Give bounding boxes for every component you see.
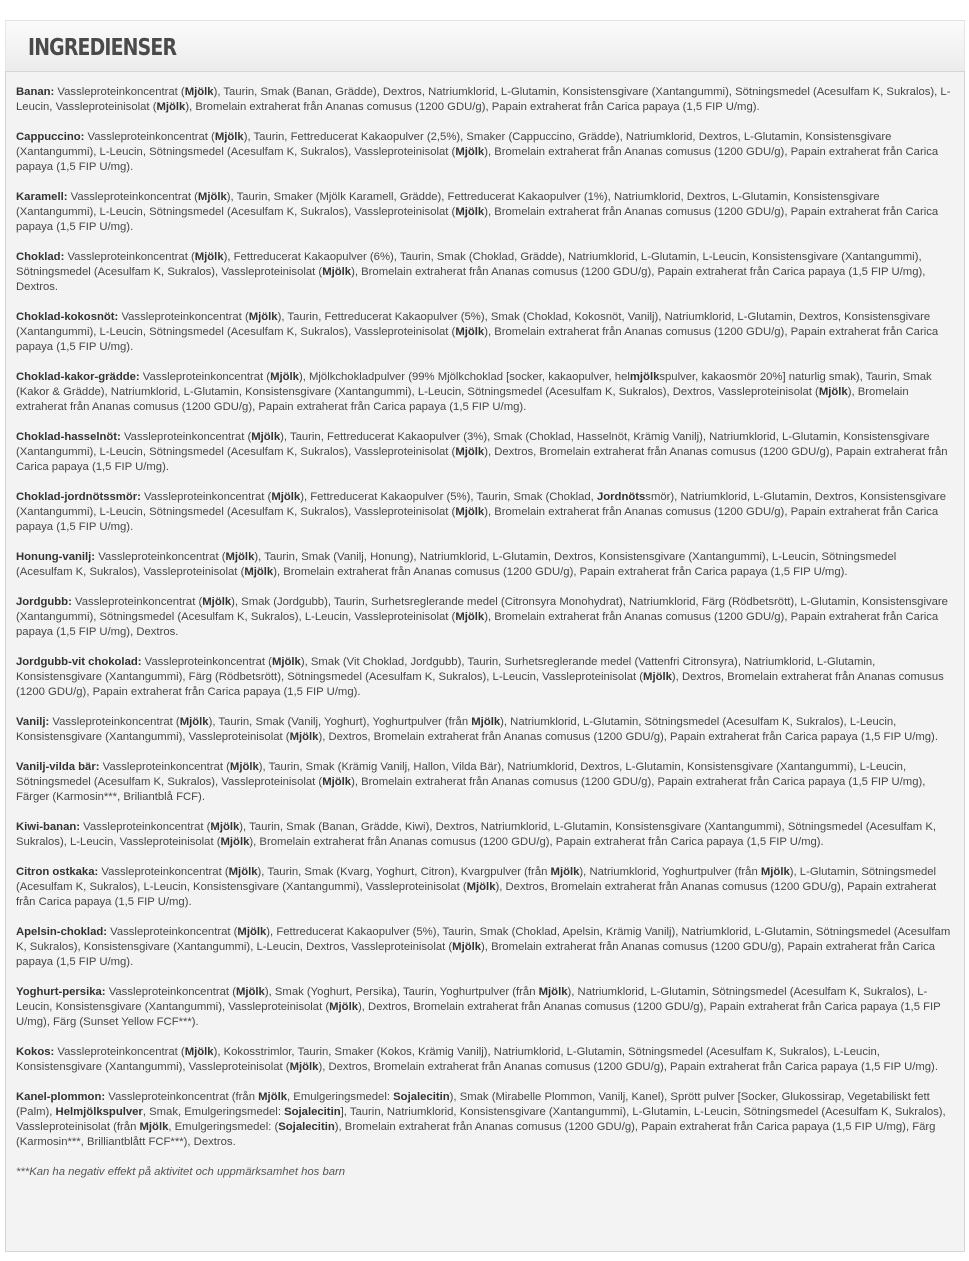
allergen-text: Mjölk xyxy=(289,1061,319,1073)
ingredient-entry xyxy=(16,130,954,175)
allergen-text: Mjölk xyxy=(270,371,299,383)
flavor-name: Jordgubb-vit chokolad: xyxy=(16,656,142,668)
ingredient-entry xyxy=(16,760,954,805)
page-title: INGREDIENSER xyxy=(28,35,177,61)
allergen-text: Mjölk xyxy=(466,881,496,893)
flavor-name: Apelsin-choklad: xyxy=(16,926,108,938)
flavor-name: Cappuccino: xyxy=(16,131,85,143)
flavor-name: Vanilj-vilda bär: xyxy=(16,761,100,773)
ingredient-text: Vassleproteinkoncentrat ( xyxy=(120,431,252,443)
allergen-text: Mjölk xyxy=(452,941,482,953)
ingredient-text: ), Taurin, Smak (Vanilj, Honung), Natriumklorid, L-Glutamin, Dextros, Konsistensgivare (Xantangummi), L-Leucin, Sötningsmedel (Acesulfam K, Sukralos), Vassleproteinisolat ( xyxy=(16,551,897,578)
ingredient-list xyxy=(16,85,954,1150)
flavor-name: Choklad-kokosnöt: xyxy=(16,311,119,323)
ingredient-text: ), Taurin, Smak (Kvarg, Yoghurt, Citron), Kvargpulver (från xyxy=(257,866,551,878)
flavor-name: Kiwi-banan: xyxy=(16,821,81,833)
allergen-text: Mjölk xyxy=(220,836,250,848)
ingredient-text: ), Dextros, Bromelain extraherat från Ananas comusus (1200 GDU/g), Papain extraherat från Carica papaya (1,5 FIP U/mg). xyxy=(16,671,944,698)
ingredient-text: ), Smak (Vit Choklad, Jordgubb), Taurin, Surhetsreglerande medel (Vattenfri Citronsyra), Natriumklorid, L-Glutamin, Konsistensgivare (Xantangummi), Färg (Rödbetsrött), Sötningsmedel (Acesulfam K, Sukralos), L-Leucin, Vassleproteinisolat ( xyxy=(16,656,876,683)
ingredient-entry xyxy=(16,595,954,640)
ingredients-box xyxy=(5,71,965,1252)
ingredient-text: ), Taurin, Smak (Vanilj, Yoghurt), Yoghurtpulver (från xyxy=(208,716,472,728)
ingredient-text: ), Dextros, Bromelain extraherat från Ananas comusus (1200 GDU/g), Papain extraherat från Carica papaya (1,5 FIP U/mg). xyxy=(16,446,948,473)
ingredient-text: spulver, kakaosmör 20%] naturlig smak), Taurin, Smak (Kakor & Grädde), Natriumklorid, L-Glutamin, Konsistensgivare (Xantangummi), L-Leucin, Sötningsmedel (Acesulfam K, Sukralos), Dextros, Vassleproteinisolat ( xyxy=(16,371,932,398)
allergen-text: Mjölk xyxy=(329,1001,358,1013)
allergen-text: Sojalecitin xyxy=(284,1106,341,1118)
ingredient-text: ), Taurin, Fettreducerat Kakaopulver (2,5%), Smaker (Cappuccino, Grädde), Natriumklorid, Dextros, L-Glutamin, Konsistensgivare (Xantangummi), L-Leucin, Sötningsmedel (Acesulfam K, Sukralos), Vassleproteinisolat ( xyxy=(16,131,892,158)
allergen-text: Mjölk xyxy=(184,1046,214,1058)
ingredient-text: Vassleproteinkoncentrat ( xyxy=(140,491,272,503)
ingredient-text: ), Bromelain extraherat från Ananas comusus (1200 GDU/g), Papain extraherat från Carica papaya (1,5 FIP U/mg), Färger (Karmosin***, Briliantblå FCF). xyxy=(16,776,926,803)
flavor-name: Vanilj: xyxy=(16,716,50,728)
ingredient-entry xyxy=(16,370,954,415)
flavor-name: Choklad-hasselnöt: xyxy=(16,431,121,443)
ingredient-text: Vassleproteinkoncentrat ( xyxy=(67,191,198,203)
allergen-text: Mjölk xyxy=(214,131,244,143)
ingredient-text: ), Taurin, Fettreducerat Kakaopulver (3%), Smak (Choklad, Hasselnöt, Krämig Vanilj), Natriumklorid, L-Glutamin, Konsistensgivare (Xantangummi), L-Leucin, Sötningsmedel (Acesulfam K, Sukralos), Vassleproteinisolat ( xyxy=(16,431,930,458)
ingredient-text: , Emulgeringsmedel: xyxy=(287,1091,394,1103)
allergen-text: Sojalecitin xyxy=(278,1121,335,1133)
ingredient-text: ), Dextros, Bromelain extraherat från Ananas comusus (1200 GDU/g), Papain extraherat från Carica papaya (1,5 FIP U/mg), Färg (Sunset Yellow FCF***). xyxy=(16,1001,941,1028)
allergen-text: Mjölk xyxy=(271,656,301,668)
ingredient-entry xyxy=(16,490,954,535)
allergen-text: Mjölk xyxy=(156,101,186,113)
allergen-text: Jordnöts xyxy=(596,491,646,503)
ingredient-text: Vassleproteinkoncentrat ( xyxy=(54,86,185,98)
allergen-text: Mjölk xyxy=(538,986,568,998)
allergen-text: Mjölk xyxy=(455,206,485,218)
ingredient-text: Vassleproteinkoncentrat ( xyxy=(49,716,180,728)
flavor-name: Yoghurt-persika: xyxy=(16,986,106,998)
allergen-text: Mjölk xyxy=(455,506,485,518)
ingredient-entry xyxy=(16,820,954,850)
ingredient-text: Vassleproteinkoncentrat ( xyxy=(95,551,226,563)
allergen-text: Mjölk xyxy=(235,986,265,998)
allergen-text: Mjölk xyxy=(455,611,485,623)
ingredient-text: ), Smak (Yoghurt, Persika), Taurin, Yoghurtpulver (från xyxy=(264,986,539,998)
allergen-text: Mjölk xyxy=(210,821,240,833)
ingredient-entry xyxy=(16,85,954,115)
allergen-text: Mjölk xyxy=(322,266,352,278)
allergen-text: Mjölk xyxy=(471,716,501,728)
ingredient-text: Vassleproteinkoncentrat ( xyxy=(141,656,272,668)
ingredient-text: ), Dextros, Bromelain extraherat från Ananas comusus (1200 GDU/g), Papain extraherat från Carica papaya (1,5 FIP U/mg). xyxy=(16,881,937,908)
allergen-text: Mjölk xyxy=(550,866,580,878)
ingredient-entry xyxy=(16,310,954,355)
ingredient-text: ), Fettreducerat Kakaopulver (5%), Taurin, Smak (Choklad, Apelsin, Krämig Vanilj), Natriumklorid, L-Glutamin, Sötningsmedel (Acesulfam K, Sukralos), Konsistensgivare (Xantangummi), L-Leucin, Dextros, Vassleproteinisolat ( xyxy=(16,926,951,953)
allergen-text: Mjölk xyxy=(237,926,267,938)
ingredient-entry xyxy=(16,715,954,745)
ingredient-text: Vassleproteinkoncentrat ( xyxy=(71,596,203,608)
ingredient-entry xyxy=(16,1045,954,1075)
allergen-text: Mjölk xyxy=(197,191,227,203)
ingredient-text: ), Mjölkchokladpulver (99% Mjölkchoklad [socker, kakaopulver, hel xyxy=(298,371,630,383)
ingredient-text: ), Smak (Mirabelle Plommon, Vanilj, Kanel), Sprött pulver [Socker, Glukossirap, Vegetabiliskt fett (Palm), xyxy=(16,1091,930,1118)
ingredient-text: Vassleproteinkoncentrat ( xyxy=(84,131,215,143)
ingredient-text: Vassleproteinkoncentrat ( xyxy=(98,866,229,878)
flavor-name: Citron ostkaka: xyxy=(16,866,99,878)
allergen-text: Mjölk xyxy=(818,386,848,398)
allergen-text: Mjölk xyxy=(139,1121,169,1133)
allergen-text: Mjölk xyxy=(248,311,278,323)
allergen-text: Mjölk xyxy=(251,431,281,443)
ingredient-text: ), Taurin, Smak (Krämig Vanilj, Hallon, Vilda Bär), Natriumklorid, Dextros, L-Glutamin, Konsistensgivare (Xantangummi), L-Leucin, Sötningsmedel (Acesulfam K, Sukralos), Vassleproteinisolat ( xyxy=(16,761,907,788)
ingredient-text: ), Natriumklorid, L-Glutamin, Sötningsmedel (Acesulfam K, Sukralos), L-Leucin, Konsistensgivare (Xantangummi), Vassleproteinisolat ( xyxy=(16,986,928,1013)
ingredient-text: ), Taurin, Smak (Banan, Grädde), Dextros, Natriumklorid, L-Glutamin, Konsistensgivare (Xantangummi), Sötningsmedel (Acesulfam K, Sukralos), L-Leucin, Vassleproteinisolat ( xyxy=(16,86,951,113)
ingredient-entry xyxy=(16,655,954,700)
footnote: ***Kan ha negativ effekt på aktivitet och uppmärksamhet hos barn xyxy=(16,1166,346,1178)
allergen-text: Helmjölkspulver xyxy=(55,1106,143,1118)
allergen-text: Mjölk xyxy=(455,146,485,158)
flavor-name: Honung-vanilj: xyxy=(16,551,96,563)
ingredient-entry xyxy=(16,925,954,970)
ingredient-text: ), L-Glutamin, Sötningsmedel (Acesulfam K, Sukralos), L-Leucin, Konsistensgivare (Xantangummi), Vassleproteinisolat ( xyxy=(16,866,937,893)
ingredient-text: ), Bromelain extraherat från Ananas comusus (1200 GDU/g), Papain extraherat från Carica papaya (1,5 FIP U/mg), Färg (Karmosin***, Brilliantblått FCF***), Dextros. xyxy=(16,1121,936,1148)
ingredient-text: Vassleproteinkoncentrat ( xyxy=(54,1046,185,1058)
ingredient-text: ), Taurin, Fettreducerat Kakaopulver (5%), Smak (Choklad, Kokosnöt, Vanilj), Natriumklorid, L-Glutamin, Dextros, Konsistensgivare (Xantangummi), L-Leucin, Sötningsmedel (Acesulfam K, Sukralos), Vassleproteinisolat ( xyxy=(16,311,931,338)
ingredient-entry xyxy=(16,190,954,235)
ingredient-text: ), Bromelain extraherat från Ananas comusus (1200 GDU/g), Papain extraherat från Carica papaya (1,5 FIP U/mg), Dextros. xyxy=(16,266,926,293)
allergen-text: Mjölk xyxy=(760,866,790,878)
flavor-name: Karamell: xyxy=(16,191,68,203)
ingredient-text: ), Bromelain extraherat från Ananas comusus (1200 GDU/g), Papain extraherat från Carica papaya (1,5 FIP U/mg). xyxy=(16,206,939,233)
ingredient-text: ), Natriumklorid, L-Glutamin, Sötningsmedel (Acesulfam K, Sukralos), L-Leucin, Konsistensgivare (Xantangummi), Vassleproteinisolat ( xyxy=(16,716,897,743)
ingredient-text: smör), Natriumklorid, L-Glutamin, Dextros, Konsistensgivare (Xantangummi), L-Leucin, Sötningsmedel (Acesulfam K, Sukralos), Vassleproteinisolat ( xyxy=(16,491,947,518)
ingredient-text: ), Fettreducerat Kakaopulver (5%), Taurin, Smak (Choklad, xyxy=(300,491,597,503)
ingredient-text: ), Bromelain extraherat från Ananas comusus (1200 GDU/g), Papain extraherat från Carica papaya (1,5 FIP U/mg). xyxy=(249,836,824,848)
ingredient-text: ), Bromelain extraherat från Ananas comusus (1200 GDU/g), Papain extraherat från Carica papaya (1,5 FIP U/mg). xyxy=(16,506,939,533)
allergen-text: Mjölk xyxy=(271,491,301,503)
ingredient-entry xyxy=(16,550,954,580)
ingredient-text: ), Taurin, Smak (Banan, Grädde, Kiwi), Dextros, Natriumklorid, L-Glutamin, Konsistensgivare (Xantangummi), Sötningsmedel (Acesulfam K, Sukralos), L-Leucin, Vassleproteinisolat ( xyxy=(16,821,937,848)
ingredient-text: ), Kokosstrimlor, Taurin, Smaker (Kokos, Krämig Vanilj), Natriumklorid, L-Glutamin, Sötningsmedel (Acesulfam K, Sukralos), L-Leucin, Konsistensgivare (Xantangummi), Vassleproteinisolat ( xyxy=(16,1046,880,1073)
flavor-name: Choklad-jordnötssmör: xyxy=(16,491,141,503)
ingredient-text: Vassleproteinkoncentrat ( xyxy=(99,761,230,773)
allergen-text: Mjölk xyxy=(229,761,259,773)
ingredient-text: ], Taurin, Natriumklorid, Konsistensgivare (Xantangummi), L-Glutamin, L-Leucin, Sötningsmedel (Acesulfam K, Sukralos), Vassleproteinisolat (från xyxy=(16,1106,946,1133)
allergen-text: Mjölk xyxy=(244,566,274,578)
flavor-name: Kanel-plommon: xyxy=(16,1091,106,1103)
allergen-text: Mjölk xyxy=(258,1091,288,1103)
allergen-text: Mjölk xyxy=(194,251,224,263)
ingredient-text: ), Bromelain extraherat från Ananas comusus (1200 GDU/g), Papain extraherat från Carica papaya (1,5 FIP U/mg). xyxy=(16,326,939,353)
ingredient-text: Vassleproteinkoncentrat ( xyxy=(64,251,195,263)
flavor-name: Choklad-kakor-grädde: xyxy=(16,371,140,383)
allergen-text: Mjölk xyxy=(202,596,232,608)
allergen-text: Mjölk xyxy=(179,716,209,728)
flavor-name: Kokos: xyxy=(16,1046,55,1058)
allergen-text: Sojalecitin xyxy=(393,1091,450,1103)
ingredient-text: ), Smak (Jordgubb), Taurin, Surhetsreglerande medel (Citronsyra Monohydrat), Natriumklorid, Färg (Rödbetsrött), L-Glutamin, Konsistensgivare (Xantangummi), Sötningsmedel (Acesulfam K, Sukralos), L-Leucin, Vassleproteinisolat ( xyxy=(16,596,948,623)
ingredients-panel xyxy=(5,20,965,1252)
ingredient-text: Vassleproteinkoncentrat ( xyxy=(139,371,271,383)
allergen-text: Mjölk xyxy=(225,551,255,563)
ingredient-text: ), Bromelain extraherat från Ananas comusus (1200 GDU/g), Papain extraherat från Carica papaya (1,5 FIP U/mg). xyxy=(16,146,939,173)
ingredient-text: ), Natriumklorid, Yoghurtpulver (från xyxy=(579,866,761,878)
ingredient-text: ), Bromelain extraherat från Ananas comusus (1200 GDU/g), Papain extraherat från Carica papaya (1,5 FIP U/mg). xyxy=(16,941,936,968)
panel-header xyxy=(5,20,965,71)
ingredient-entry xyxy=(16,985,954,1030)
ingredient-entry xyxy=(16,430,954,475)
ingredient-text: ), Dextros, Bromelain extraherat från Ananas comusus (1200 GDU/g), Papain extraherat från Carica papaya (1,5 FIP U/mg). xyxy=(318,1061,938,1073)
ingredient-text: Vassleproteinkoncentrat ( xyxy=(107,926,238,938)
ingredient-entry xyxy=(16,865,954,910)
allergen-text: Mjölk xyxy=(289,731,319,743)
ingredient-text: Vassleproteinkoncentrat (från xyxy=(105,1091,259,1103)
ingredient-entry xyxy=(16,1090,954,1150)
ingredient-text: , Emulgeringsmedel: ( xyxy=(168,1121,279,1133)
allergen-text: Mjölk xyxy=(228,866,258,878)
ingredient-text: Vassleproteinkoncentrat ( xyxy=(80,821,211,833)
allergen-text: Mjölk xyxy=(455,446,485,458)
allergen-text: Mjölk xyxy=(455,326,485,338)
ingredient-text: Vassleproteinkoncentrat ( xyxy=(105,986,236,998)
ingredient-text: ), Taurin, Smaker (Mjölk Karamell, Grädde), Fettreducerat Kakaopulver (1%), Natriumklorid, Dextros, L-Glutamin, Konsistensgivare (Xantangummi), L-Leucin, Sötningsmedel (Acesulfam K, Sukralos), Vassleproteinisolat ( xyxy=(16,191,880,218)
allergen-text: Mjölk xyxy=(643,671,672,683)
ingredient-entry xyxy=(16,250,954,295)
allergen-text: Mjölk xyxy=(322,776,352,788)
ingredient-text: ), Bromelain extraherat från Ananas comusus (1200 GDU/g), Papain extraherat från Carica papaya (1,5 FIP U/mg). xyxy=(185,101,760,113)
ingredient-text: ), Bromelain extraherat från Ananas comusus (1200 GDU/g), Papain extraherat från Carica papaya (1,5 FIP U/mg). xyxy=(273,566,848,578)
ingredient-text: ), Bromelain extraherat från Ananas comusus (1200 GDU/g), Papain extraherat från Carica papaya (1,5 FIP U/mg), Dextros. xyxy=(16,611,939,638)
allergen-text: Mjölk xyxy=(184,86,214,98)
flavor-name: Jordgubb: xyxy=(16,596,72,608)
flavor-name: Banan: xyxy=(16,86,55,98)
flavor-name: Choklad: xyxy=(16,251,65,263)
allergen-text: mjölk xyxy=(629,371,660,383)
ingredient-text: Vassleproteinkoncentrat ( xyxy=(118,311,249,323)
ingredient-text: ), Dextros, Bromelain extraherat från Ananas comusus (1200 GDU/g), Papain extraherat från Carica papaya (1,5 FIP U/mg). xyxy=(318,731,938,743)
ingredient-text: ), Bromelain extraherat från Ananas comusus (1200 GDU/g), Papain extraherat från Carica papaya (1,5 FIP U/mg). xyxy=(16,386,909,413)
ingredient-text: ), Fettreducerat Kakaopulver (6%), Taurin, Smak (Choklad, Grädde), Natriumklorid, L-Glutamin, L-Leucin, Konsistensgivare (Xantangummi), Sötningsmedel (Acesulfam K, Sukralos), Vassleproteinisolat ( xyxy=(16,251,922,278)
ingredient-text: , Smak, Emulgeringsmedel: xyxy=(142,1106,285,1118)
